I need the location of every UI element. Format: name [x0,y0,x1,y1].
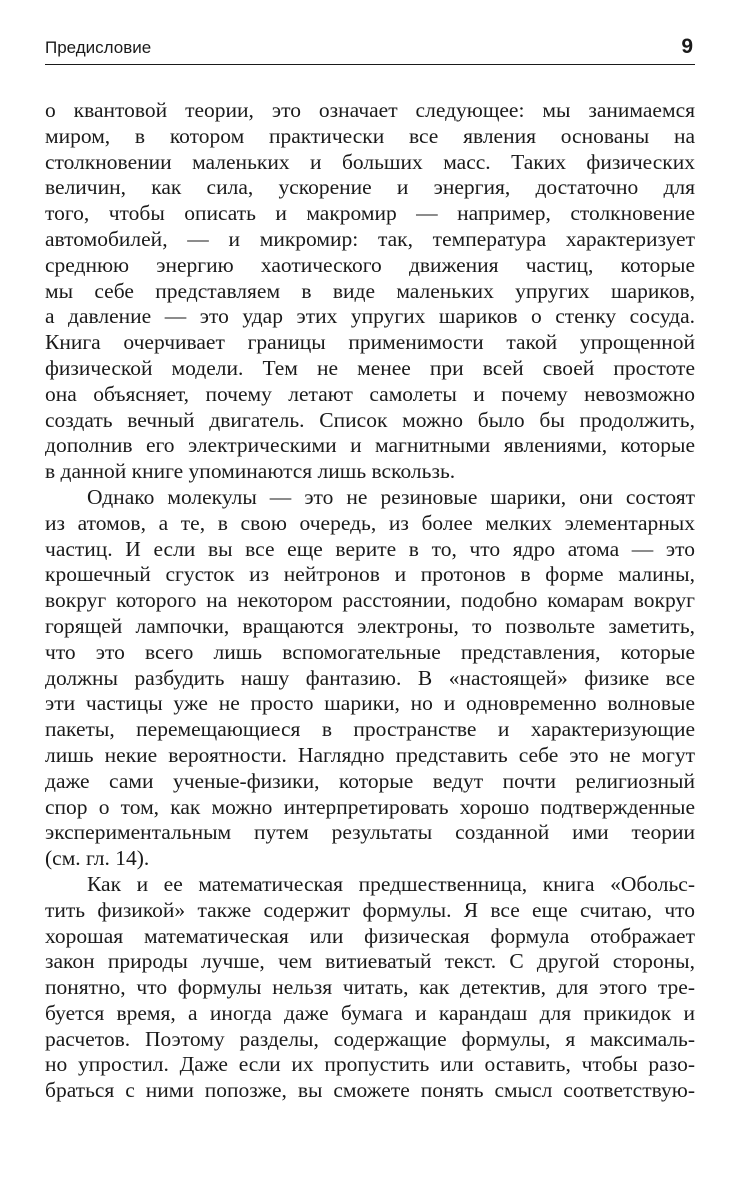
body-text [45,98,695,1104]
text-line: миром, в котором практически все явления основаны на [45,123,695,148]
text-line: тить физикой» также содержит формулы. Я все еще считаю, что [45,897,695,922]
text-line: вокруг которого на некотором расстоянии, подобно комарам вокруг [45,588,695,613]
text-line: о квантовой теории, это означает следующее: мы занимаемся [45,98,695,122]
text-line: буется время, а иногда даже бумага и карандаш для прикидок и [45,1000,695,1025]
text-line: Однако молекулы — это не резиновые шарики, они состоят [87,484,695,509]
chapter-title: Предисловие [45,38,152,57]
book-page [45,0,695,1182]
text-line: частиц. И если вы все еще верите в то, что ядро атома — это [45,536,695,561]
text-line: столкновении маленьких и больших масс. Таких физических [45,149,695,174]
text-line: браться с ними попозже, вы сможете понять смысл соответствую- [45,1078,695,1103]
text-line: горящей лампочки, вращаются электроны, то позвольте заметить, [45,613,695,638]
text-line: в данной книге упоминаются лишь вскользь. [45,459,456,484]
text-line: хорошая математическая или физическая формула отображает [45,923,695,948]
text-line: но упростил. Даже если их пропустить или оставить, чтобы разо- [45,1052,695,1077]
text-line: крошечный сгусток из нейтронов и протонов в форме малины, [45,562,695,587]
running-header [45,34,695,65]
text-line: даже сами ученые-физики, которые ведут почти религиозный [45,768,695,793]
text-line: дополнив его электрическими и магнитными явлениями, которые [45,433,695,458]
text-line: понятно, что формулы нельзя читать, как детектив, для этого тре- [45,975,695,1000]
text-line: Книга очерчивает границы применимости такой упрощенной [45,330,695,355]
text-line: среднюю энергию хаотического движения частиц, которые [45,252,695,277]
text-line: того, чтобы описать и макромир — например, столкновение [45,201,695,226]
page-number: 9 [681,35,693,58]
text-line: расчетов. Поэтому разделы, содержащие формулы, я максималь- [45,1026,695,1051]
text-line: она объясняет, почему летают самолеты и почему невозможно [45,381,695,406]
text-line: создать вечный двигатель. Список можно было бы продолжить, [45,407,695,432]
text-line: пакеты, перемещающиеся в пространстве и характеризующие [45,717,695,742]
text-line: величин, как сила, ускорение и энергия, достаточно для [45,175,695,200]
text-line: мы себе представляем в виде маленьких упругих шариков, [45,278,695,303]
text-line: из атомов, а те, в свою очередь, из более мелких элементарных [45,510,695,535]
text-line: эти частицы уже не просто шарики, но и одновременно волновые [45,691,695,716]
text-line: должны разбудить нашу фантазию. В «настоящей» физике все [45,665,695,690]
text-line: экспериментальным путем результаты созданной ими теории [45,820,695,845]
text-line: (см. гл. 14). [45,846,150,871]
paragraph [45,485,695,872]
text-line: а давление — это удар этих упругих шариков о стенку сосуда. [45,304,695,329]
text-line: закон природы лучше, чем витиеватый текст. С другой стороны, [45,949,695,974]
text-line: что это всего лишь вспомогательные представления, которые [45,639,695,664]
text-line: спор о том, как можно интерпретировать хорошо подтвержденные [45,794,695,819]
text-line: автомобилей, — и микромир: так, температура характеризует [45,226,695,251]
text-line: лишь некие вероятности. Наглядно представить себе это не могут [45,742,695,767]
paragraph [45,872,695,1104]
text-line: Как и ее математическая предшественница, книга «Обольс- [87,871,695,896]
paragraph [45,98,695,485]
text-line: физической модели. Тем не менее при всей своей простоте [45,355,695,380]
